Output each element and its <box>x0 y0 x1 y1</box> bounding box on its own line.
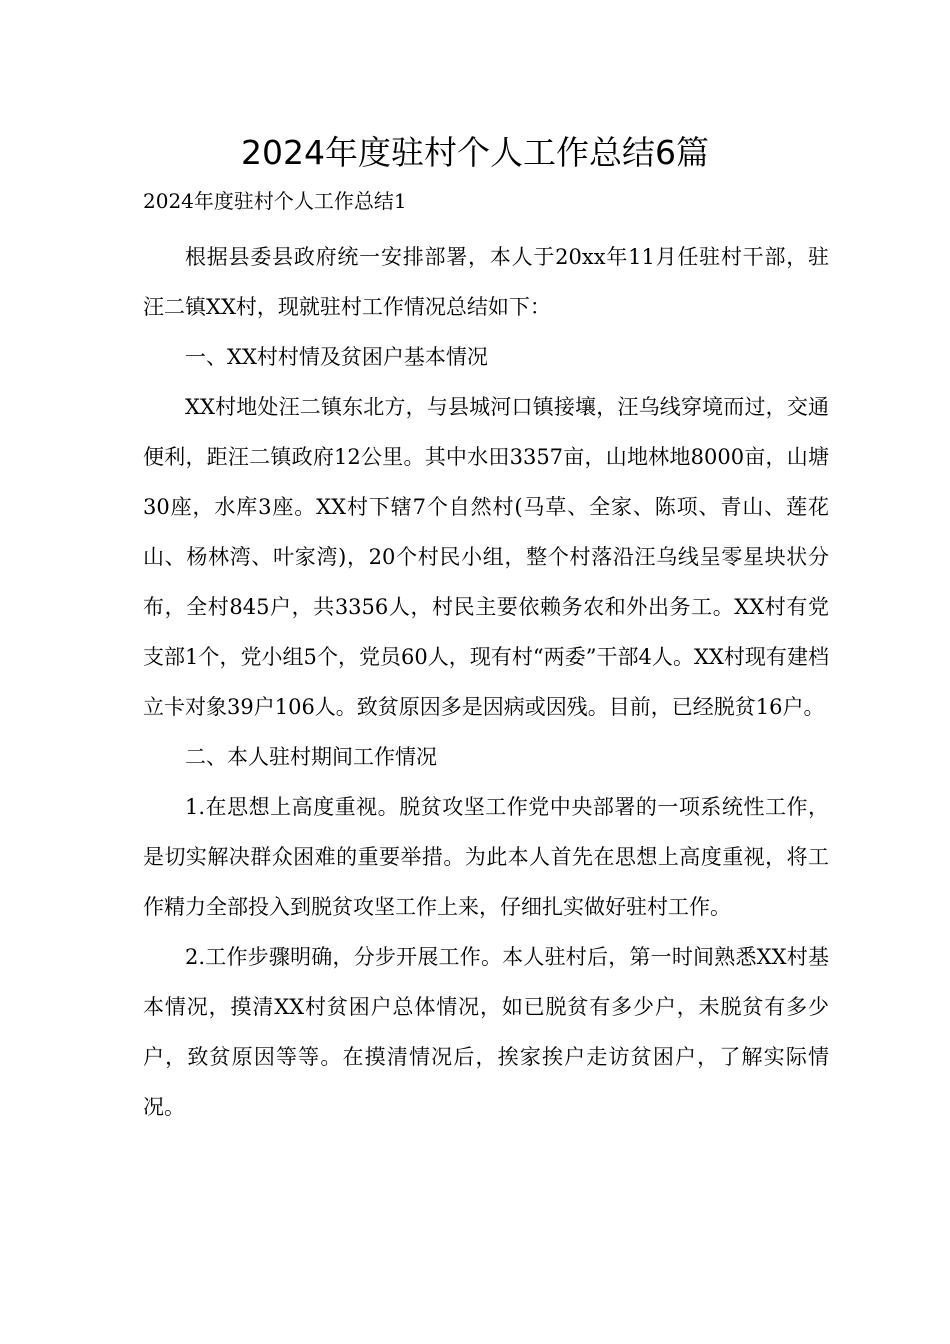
document-title: 2024年度驻村个人工作总结6篇 <box>241 133 709 172</box>
paragraph-point-1: 1.在思想上高度重视。脱贫攻坚工作党中央部署的一项系统性工作，是切实解决群众困难的重要举措。为此本人首先在思想上高度重视，将工作精力全部投入到脱贫攻坚工作上来，仔细扎实做好驻村工作。 <box>143 795 829 919</box>
paragraph-intro: 根据县委县政府统一安排部署，本人于20xx年11月任驻村干部，驻汪二镇XX村，现就驻村工作情况总结如下： <box>143 245 829 319</box>
paragraph-point-2: 2.工作步骤明确，分步开展工作。本人驻村后，第一时间熟悉XX村基本情况，摸清XX村贫困户总体情况，如已脱贫有多少户，未脱贫有多少户，致贫原因等等。在摸清情况后，挨家挨户走访贫困户，了解实际情况。 <box>143 945 829 1119</box>
paragraph-village-overview: XX村地处汪二镇东北方，与县城河口镇接壤，汪乌线穿境而过，交通便利，距汪二镇政府12公里。其中水田3357亩，山地林地8000亩，山塘30座，水库3座。XX村下辖7个自然村(马草、全家、陈项、青山、莲花山、杨林湾、叶家湾)，20个村民小组，整个村落沿汪乌线呈零星块状分布，全村845户，共3356人，村民主要依赖务农和外出务工。XX村有党支部1个，党小组5个，党员60人，现有村“两委”干部4人。XX村现有建档立卡对象39户106人。致贫原因多是因病或因残。目前，已经脱贫16户。 <box>143 395 829 719</box>
document-body <box>143 232 829 1132</box>
document-subtitle: 2024年度驻村个人工作总结1 <box>143 189 407 213</box>
section-heading-1: 一、XX村村情及贫困户基本情况 <box>185 345 488 369</box>
section-heading-2: 二、本人驻村期间工作情况 <box>185 745 437 769</box>
